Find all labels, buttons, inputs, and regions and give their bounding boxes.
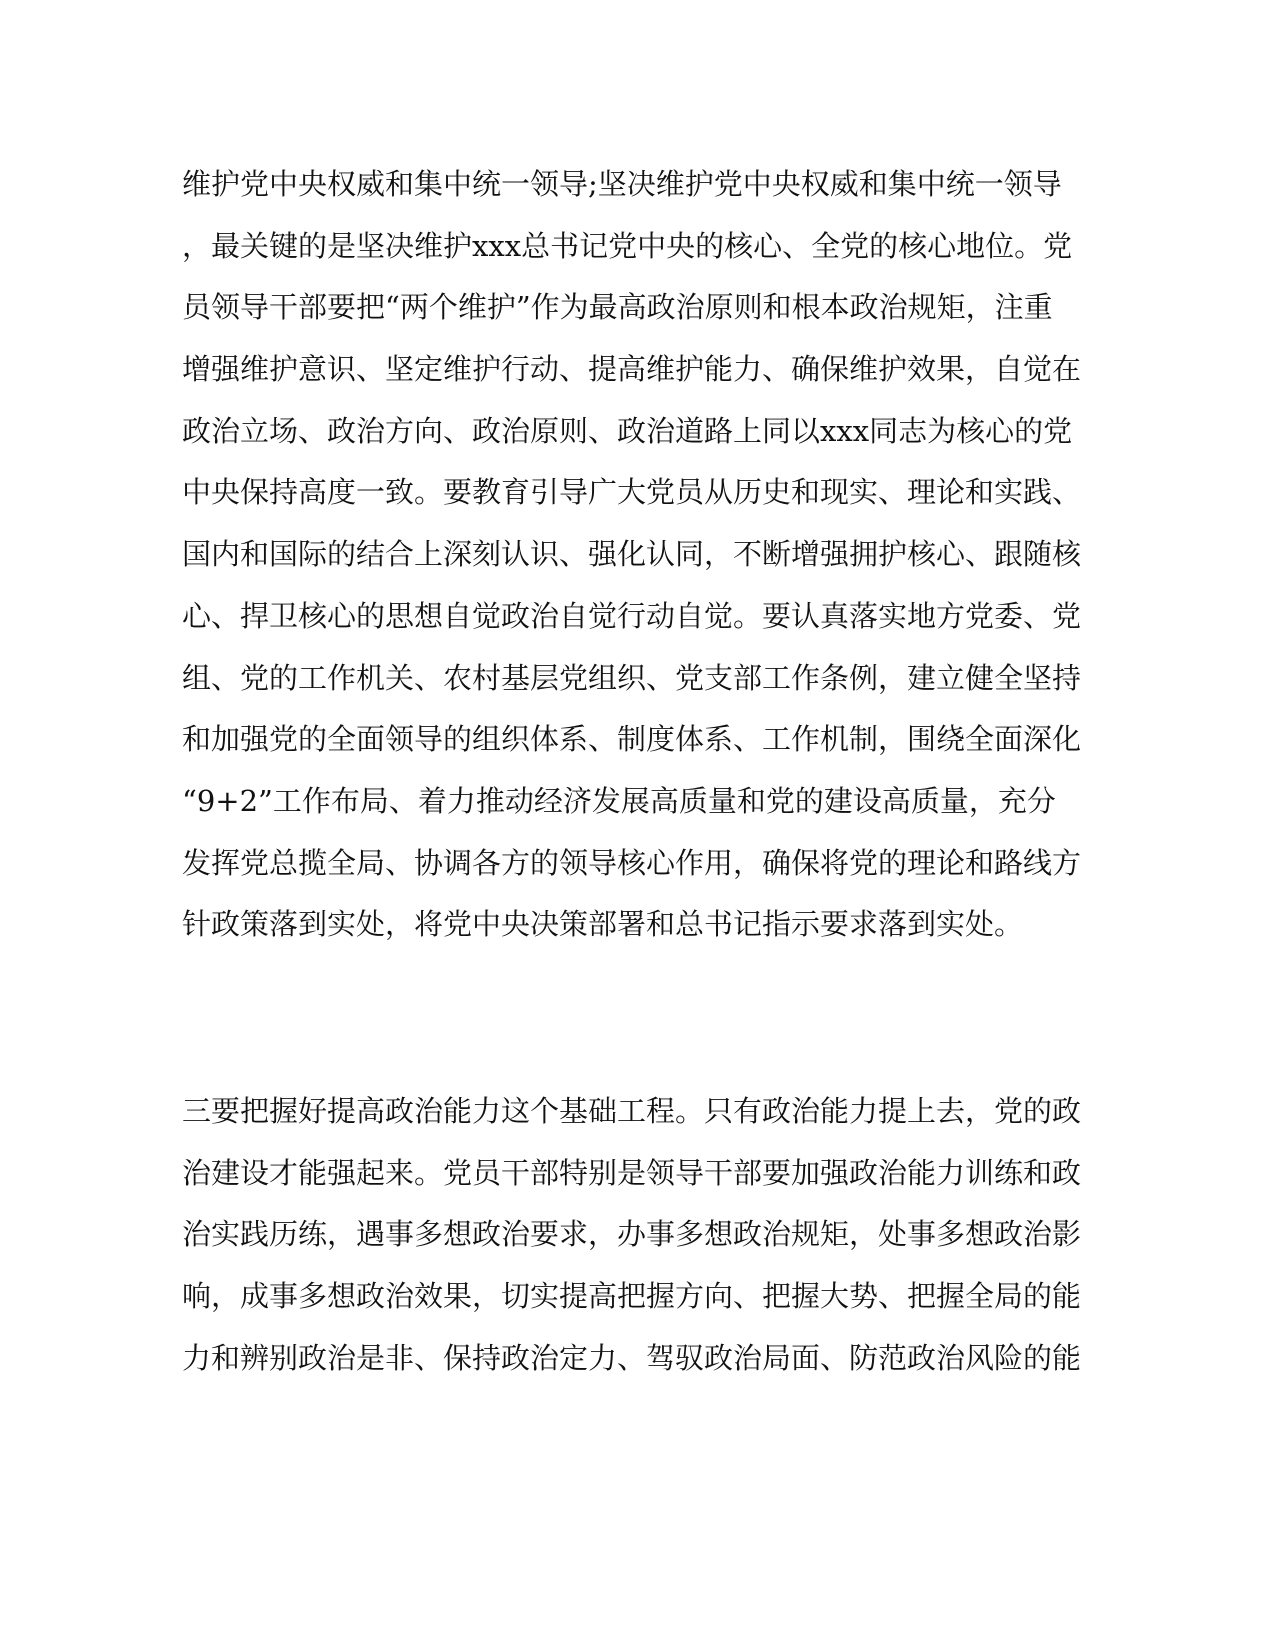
paragraph-line: 维护党中央权威和集中统一领导;坚决维护党中央权威和集中统一领导 [182,167,1062,201]
paragraph-line: 治实践历练，遇事多想政治要求，办事多想政治规矩，处事多想政治影 [182,1217,1082,1251]
paragraph-line: 力和辨别政治是非、保持政治定力、驾驭政治局面、防范政治风险的能 [182,1341,1082,1375]
paragraph-line: 治建设才能强起来。党员干部特别是领导干部要加强政治能力训练和政 [182,1156,1082,1190]
paragraph-line: 中央保持高度一致。要教育引导广大党员从历史和现实、理论和实践、 [182,475,1082,509]
paragraph-line: 国内和国际的结合上深刻认识、强化认同，不断增强拥护核心、跟随核 [182,537,1082,571]
paragraph-line: 增强维护意识、坚定维护行动、提高维护能力、确保维护效果，自觉在 [182,352,1082,386]
paragraph-line: ，最关键的是坚决维护xxx总书记党中央的核心、全党的核心地位。党 [182,229,1073,263]
paragraph-line: 发挥党总揽全局、协调各方的领导核心作用，确保将党的理论和路线方 [182,846,1082,880]
paragraph-line: 员领导干部要把“两个维护”作为最高政治原则和根本政治规矩，注重 [182,290,1053,324]
paragraph-line: 针政策落到实处，将党中央决策部署和总书记指示要求落到实处。 [182,907,1024,941]
paragraph-line: 三要把握好提高政治能力这个基础工程。只有政治能力提上去，党的政 [182,1094,1082,1128]
paragraph-line: 组、党的工作机关、农村基层党组织、党支部工作条例，建立健全坚持 [182,661,1082,695]
paragraph-line: “9+2”工作布局、着力推动经济发展高质量和党的建设高质量，充分 [182,784,1056,818]
paragraph-line: 和加强党的全面领导的组织体系、制度体系、工作机制，围绕全面深化 [182,722,1082,756]
paragraph-line: 心、捍卫核心的思想自觉政治自觉行动自觉。要认真落实地方党委、党 [182,599,1082,633]
paragraph-line: 政治立场、政治方向、政治原则、政治道路上同以xxx同志为核心的党 [182,414,1073,448]
paragraph-line: 响，成事多想政治效果，切实提高把握方向、把握大势、把握全局的能 [182,1279,1082,1313]
